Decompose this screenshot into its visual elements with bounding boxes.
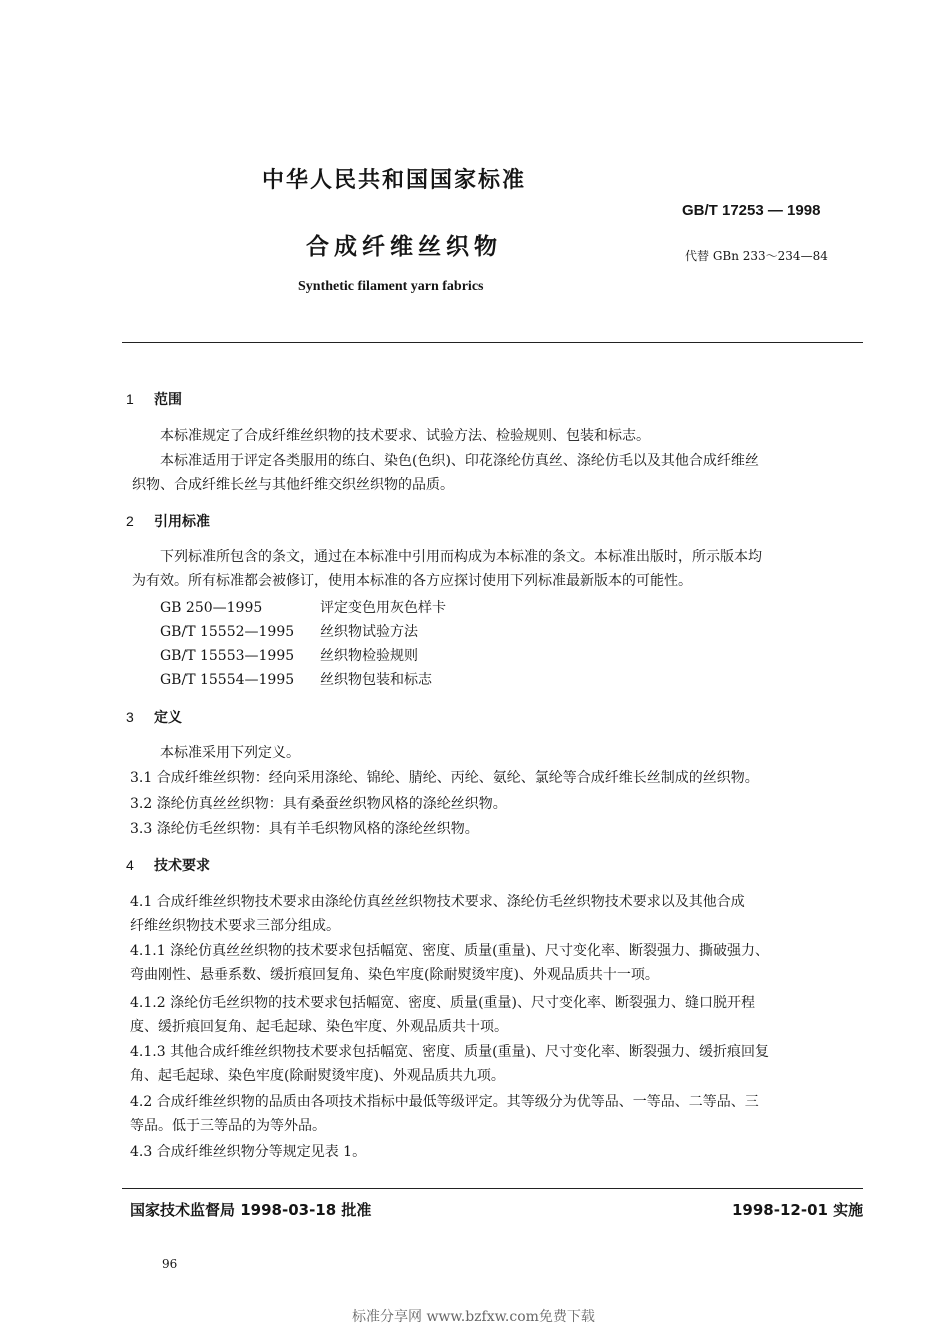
- reference-name: 丝织物试验方法: [320, 624, 418, 640]
- reference-item: [160, 621, 418, 641]
- approval-statement: 国家技术监督局 1998-03-18 批准: [130, 1201, 372, 1219]
- footer-divider: [122, 1188, 863, 1189]
- section-title: 引用标准: [154, 514, 210, 530]
- paragraph: 本标准采用下列定义。: [160, 745, 300, 761]
- section-heading-scope: [126, 389, 182, 409]
- section-heading-technical-requirements: [126, 855, 210, 875]
- reference-code: GB/T 15552—1995: [160, 624, 295, 640]
- definition-item: 3.1 合成纤维丝织物：经向采用涤纶、锦纶、腈纶、丙纶、氨纶、氯纶等合成纤维长丝制成的丝织物。: [130, 770, 759, 786]
- clause: 4.1.2 涤纶仿毛丝织物的技术要求包括幅宽、密度、质量(重量)、尺寸变化率、断裂强力、缝口脱开程: [130, 995, 755, 1011]
- paragraph: 本标准适用于评定各类服用的练白、染色(色织)、印花涤纶仿真丝、涤纶仿毛以及其他合成纤维丝: [160, 453, 759, 469]
- section-number: 4: [126, 857, 134, 873]
- paragraph: 为有效。所有标准都会被修订，使用本标准的各方应探讨使用下列标准最新版本的可能性。: [132, 573, 692, 589]
- paragraph: 织物、合成纤维长丝与其他纤维交织丝织物的品质。: [132, 477, 454, 493]
- reference-name: 丝织物检验规则: [320, 648, 418, 664]
- section-title: 范围: [154, 392, 182, 408]
- document-title-en: Synthetic filament yarn fabrics: [298, 279, 484, 294]
- national-standard-heading: 中华人民共和国国家标准: [262, 168, 527, 193]
- reference-item: [160, 669, 432, 689]
- section-number: 1: [126, 391, 134, 407]
- reference-name: 丝织物包装和标志: [320, 672, 432, 688]
- clause: 4.1 合成纤维丝织物技术要求由涤纶仿真丝丝织物技术要求、涤纶仿毛丝织物技术要求以及其他合成: [130, 894, 745, 910]
- reference-item: [160, 645, 418, 665]
- definition-item: 3.3 涤纶仿毛丝织物：具有羊毛织物风格的涤纶丝织物。: [130, 821, 479, 837]
- clause: 等品。低于三等品的为等外品。: [130, 1118, 326, 1134]
- watermark-text: 标准分享网 www.bzfxw.com免费下载: [352, 1309, 595, 1325]
- clause: 度、缓折痕回复角、起毛起球、染色牢度、外观品质共十项。: [130, 1019, 508, 1035]
- definition-item: 3.2 涤纶仿真丝丝织物：具有桑蚕丝织物风格的涤纶丝织物。: [130, 796, 507, 812]
- reference-item: [160, 597, 446, 617]
- replaces-note: 代替 GBn 233～234—84: [685, 249, 828, 263]
- page-number: 96: [162, 1257, 178, 1271]
- reference-code: GB/T 15553—1995: [160, 648, 295, 664]
- header-divider: [122, 342, 863, 343]
- paragraph: 下列标准所包含的条文，通过在本标准中引用而构成为本标准的条文。本标准出版时，所示版本均: [160, 549, 762, 565]
- document-title-cn: 合成纤维丝织物: [306, 234, 502, 260]
- standard-number: GB/T 17253 — 1998: [682, 202, 821, 219]
- section-number: 3: [126, 709, 134, 725]
- reference-code: GB 250—1995: [160, 600, 263, 616]
- section-title: 定义: [154, 710, 182, 726]
- implementation-date: 1998-12-01 实施: [732, 1201, 864, 1219]
- reference-code: GB/T 15554—1995: [160, 672, 295, 688]
- section-number: 2: [126, 513, 134, 529]
- section-heading-normative-references: [126, 511, 210, 531]
- paragraph: 本标准规定了合成纤维丝织物的技术要求、试验方法、检验规则、包装和标志。: [160, 428, 650, 444]
- clause: 4.1.3 其他合成纤维丝织物技术要求包括幅宽、密度、质量(重量)、尺寸变化率、断裂强力、缓折痕回复: [130, 1044, 769, 1060]
- clause: 4.1.1 涤纶仿真丝丝织物的技术要求包括幅宽、密度、质量(重量)、尺寸变化率、断裂强力、撕破强力、: [130, 943, 769, 959]
- clause: 4.2 合成纤维丝织物的品质由各项技术指标中最低等级评定。其等级分为优等品、一等品、二等品、三: [130, 1094, 759, 1110]
- clause: 纤维丝织物技术要求三部分组成。: [130, 918, 340, 934]
- section-heading-definitions: [126, 707, 182, 727]
- clause: 角、起毛起球、染色牢度(除耐熨烫牢度)、外观品质共九项。: [130, 1068, 505, 1084]
- section-title: 技术要求: [154, 858, 210, 874]
- reference-name: 评定变色用灰色样卡: [320, 600, 446, 616]
- clause: 弯曲刚性、悬垂系数、缓折痕回复角、染色牢度(除耐熨烫牢度)、外观品质共十一项。: [130, 967, 659, 983]
- clause: 4.3 合成纤维丝织物分等规定见表 1。: [130, 1144, 367, 1160]
